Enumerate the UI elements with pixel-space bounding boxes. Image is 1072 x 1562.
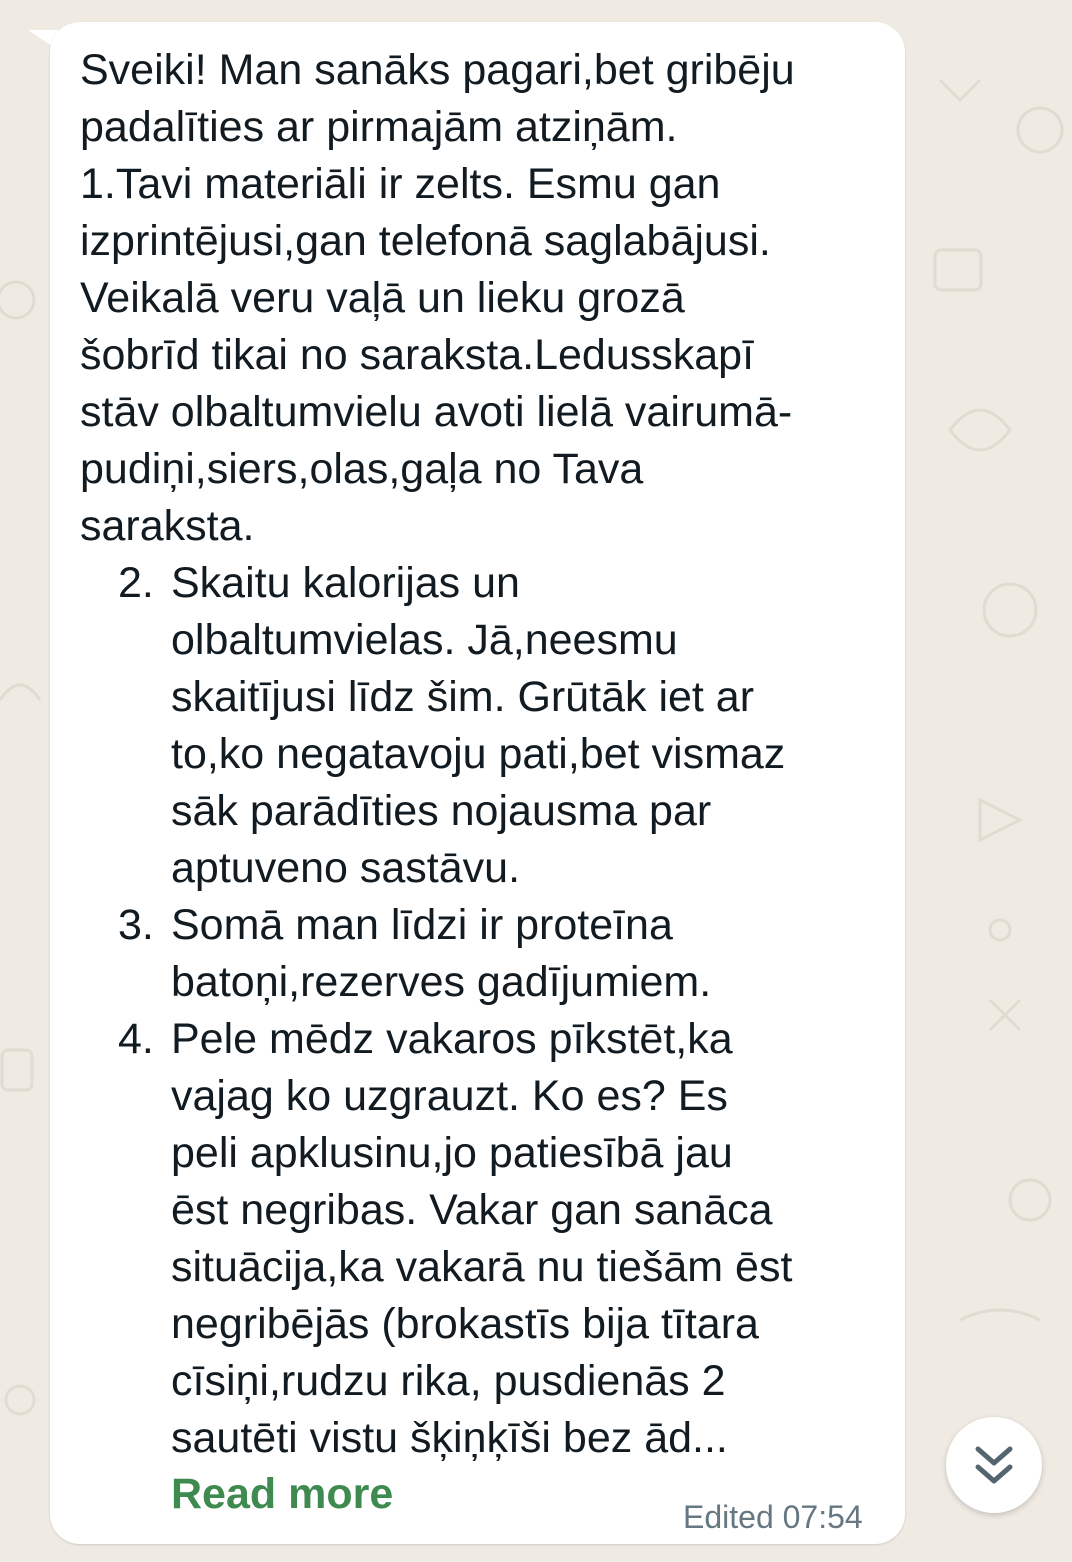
list-line: Pele mēdz vakaros pīkstēt,ka	[171, 1015, 733, 1063]
message-line: 1.Tavi materiāli ir zelts. Esmu gan	[80, 160, 721, 208]
list-line: aptuveno sastāvu.	[171, 844, 521, 892]
message-line: Sveiki! Man sanāks pagari,bet gribēju	[80, 46, 795, 94]
message-status: Edited 07:54	[683, 1499, 863, 1535]
message-line: šobrīd tikai no saraksta.Ledusskapī	[80, 331, 755, 379]
list-line: vajag ko uzgrauzt. Ko es? Es	[171, 1072, 728, 1120]
list-line: peli apklusinu,jo patiesībā jau	[171, 1129, 733, 1177]
double-chevron-down-icon	[974, 1443, 1014, 1487]
message-line: pudiņi,siers,olas,gaļa no Tava	[80, 445, 644, 493]
list-line: batoņi,rezerves gadījumiem.	[171, 958, 712, 1006]
list-line: sautēti vistu šķiņķīši bez ād...	[171, 1414, 728, 1462]
numbered-list	[80, 555, 890, 1467]
list-item	[118, 897, 890, 1011]
list-number: 4.	[118, 1015, 154, 1063]
read-more-link[interactable]: Read more	[171, 1470, 394, 1518]
list-line: Skaitu kalorijas un	[171, 559, 520, 607]
list-item	[118, 1011, 890, 1467]
list-item	[118, 555, 890, 897]
list-line: ēst negribas. Vakar gan sanāca	[171, 1186, 773, 1234]
list-line: sāk parādīties nojausma par	[171, 787, 712, 835]
scroll-to-bottom-button[interactable]	[946, 1417, 1042, 1513]
list-number: 3.	[118, 901, 154, 949]
message-line: Veikalā veru vaļā un lieku grozā	[80, 274, 685, 322]
list-line: olbaltumvielas. Jā,neesmu	[171, 616, 678, 664]
list-line: negribējās (brokastīs bija tītara	[171, 1300, 759, 1348]
message-line: stāv olbaltumvielu avoti lielā vairumā-	[80, 388, 793, 436]
message-intro	[80, 42, 890, 555]
list-number: 2.	[118, 559, 154, 607]
list-line: situācija,ka vakarā nu tiešām ēst	[171, 1243, 793, 1291]
message-line: padalīties ar pirmajām atziņām.	[80, 103, 678, 151]
message-line: saraksta.	[80, 502, 255, 550]
message-line: izprintējusi,gan telefonā saglabājusi.	[80, 217, 771, 265]
list-line: skaitījusi līdz šim. Grūtāk iet ar	[171, 673, 755, 721]
list-line: to,ko negatavoju pati,bet vismaz	[171, 730, 786, 778]
message-text	[80, 42, 890, 1467]
list-line: cīsiņi,rudzu rika, pusdienās 2	[171, 1357, 726, 1405]
list-line: Somā man līdzi ir proteīna	[171, 901, 673, 949]
